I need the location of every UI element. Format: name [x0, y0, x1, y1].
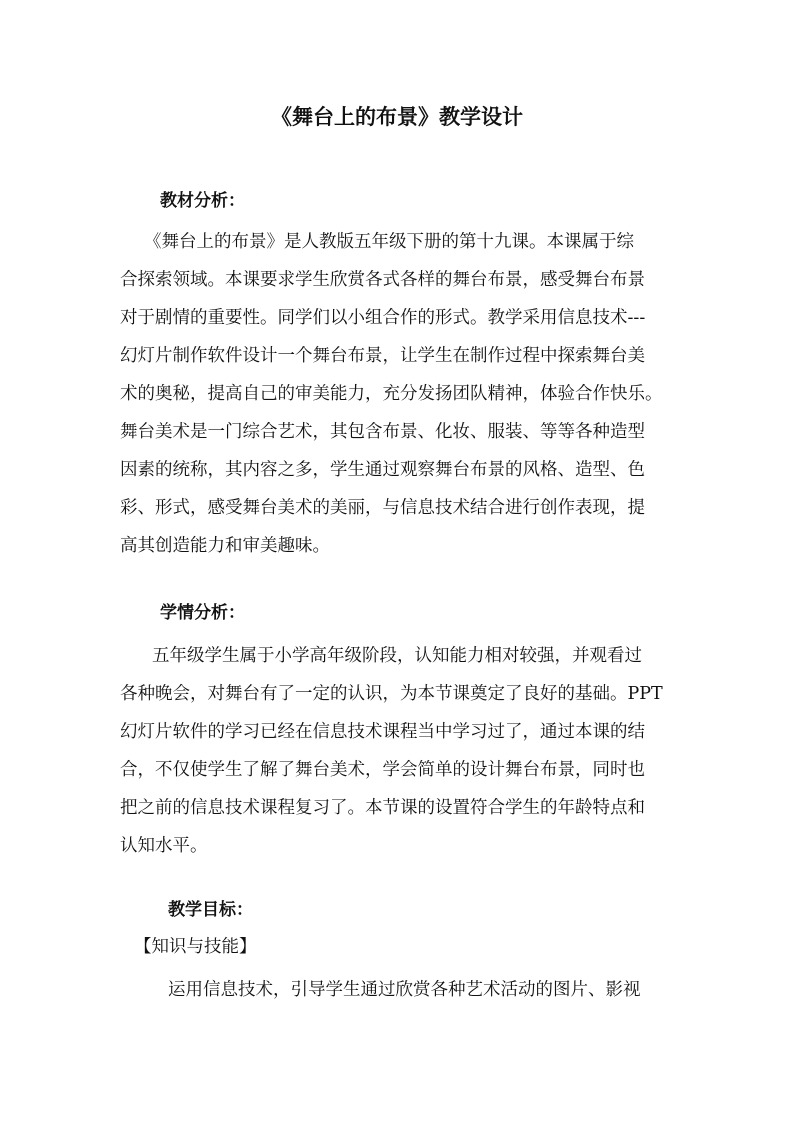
paragraph-line: 幻灯片软件的学习已经在信息技术课程当中学习过了，通过本课的结: [120, 722, 645, 742]
paragraph-line: 运用信息技术，引导学生通过欣赏各种艺术活动的图片、影视: [168, 980, 641, 1000]
paragraph-line: 各种晚会，对舞台有了一定的认识，为本节课奠定了良好的基础。PPT: [120, 684, 663, 704]
paragraph-line: 合，不仅使学生了解了舞台美术，学会简单的设计舞台布景，同时也: [120, 760, 645, 780]
subsection-heading-knowledge: 【知识与技能】: [134, 937, 257, 957]
paragraph-line: 术的奥秘，提高自己的审美能力，充分发扬团队精神，体验合作快乐。: [120, 384, 663, 404]
section-heading-students: 学情分析：: [160, 603, 245, 623]
section-heading-goals: 教学目标：: [168, 900, 253, 920]
paragraph-line: 认知水平。: [120, 836, 208, 856]
paragraph-line: 彩、形式，感受舞台美术的美丽，与信息技术结合进行创作表现，提: [120, 498, 645, 518]
paragraph-line: 幻灯片制作软件设计一个舞台布景，让学生在制作过程中探索舞台美: [120, 346, 645, 366]
paragraph-line: 合探索领域。本课要求学生欣赏各式各样的舞台布景，感受舞台布景: [120, 270, 645, 290]
paragraph-line: 因素的统称，其内容之多，学生通过观察舞台布景的风格、造型、色: [120, 460, 645, 480]
paragraph-line: 五年级学生属于小学高年级阶段，认知能力相对较强，并观看过: [152, 646, 642, 666]
paragraph-line: 《舞台上的布景》是人教版五年级下册的第十九课。本课属于综: [144, 232, 634, 252]
section-heading-material: 教材分析：: [160, 191, 245, 211]
document-title: 《舞台上的布景》教学设计: [271, 104, 523, 129]
paragraph-line: 高其创造能力和审美趣味。: [120, 536, 330, 556]
paragraph-line: 把之前的信息技术课程复习了。本节课的设置符合学生的年龄特点和: [120, 798, 645, 818]
paragraph-line: 对于剧情的重要性。同学们以小组合作的形式。教学采用信息技术---: [120, 308, 646, 328]
paragraph-line: 舞台美术是一门综合艺术，其包含布景、化妆、服装、等等各种造型: [120, 422, 645, 442]
